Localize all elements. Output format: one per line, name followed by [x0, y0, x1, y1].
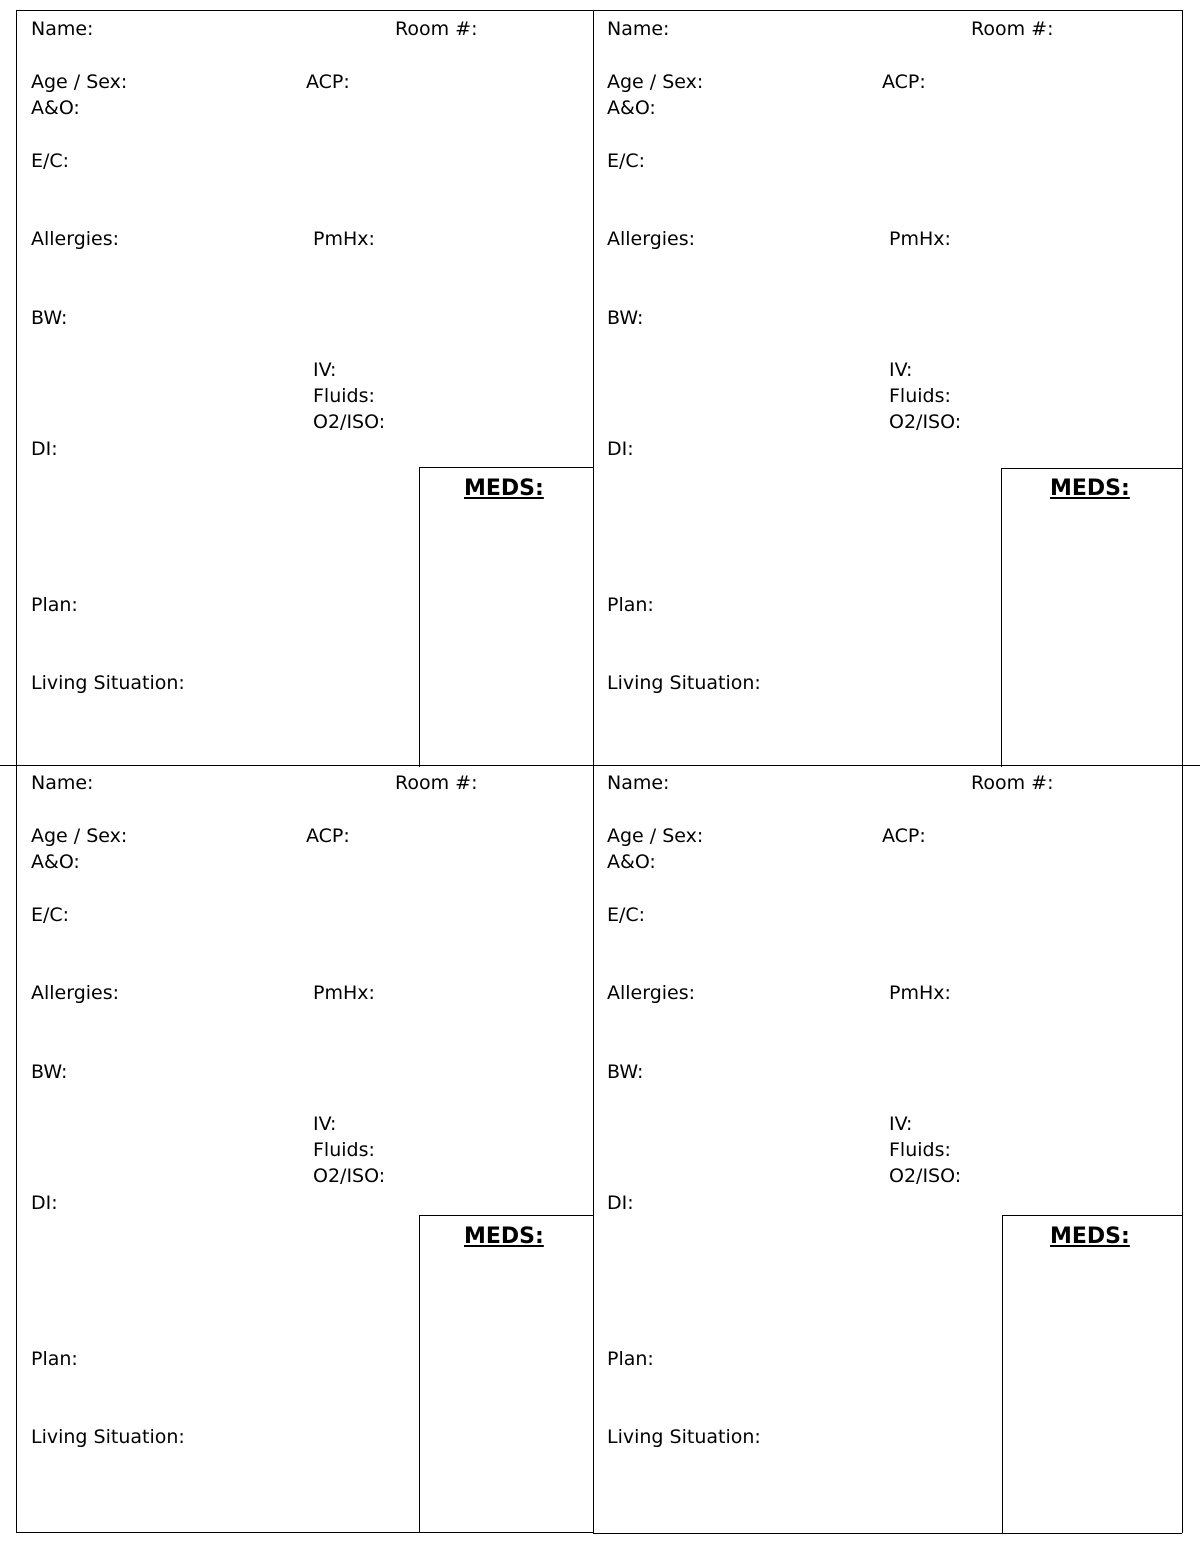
room-label: Room #: [971, 18, 1054, 40]
ec-label: E/C: [31, 904, 70, 926]
age-sex-label: Age / Sex: [607, 71, 704, 93]
allergies-label: Allergies: [607, 228, 696, 250]
patient-card-2 [594, 11, 1182, 766]
patient-card-3 [17, 766, 593, 1532]
bw-label: BW: [607, 307, 644, 329]
fluids-label: Fluids: [889, 385, 951, 407]
fluids-label: Fluids: [313, 385, 375, 407]
meds-box [419, 1215, 594, 1533]
o2iso-label: O2/ISO: [889, 411, 962, 433]
plan-label: Plan: [607, 594, 654, 616]
iv-label: IV: [313, 1113, 337, 1135]
ec-label: E/C: [607, 150, 646, 172]
living-situation-label: Living Situation: [607, 672, 761, 694]
living-situation-label: Living Situation: [607, 1426, 761, 1448]
di-label: DI: [607, 1192, 634, 1214]
allergies-label: Allergies: [31, 228, 120, 250]
allergies-label: Allergies: [31, 982, 120, 1004]
patient-card-4 [594, 766, 1182, 1533]
room-label: Room #: [971, 772, 1054, 794]
age-sex-label: Age / Sex: [607, 825, 704, 847]
di-label: DI: [31, 1192, 58, 1214]
ec-label: E/C: [31, 150, 70, 172]
meds-box [1002, 1215, 1183, 1534]
ao-label: A&O: [607, 97, 656, 119]
pmhx-label: PmHx: [889, 228, 951, 250]
ao-label: A&O: [31, 97, 80, 119]
plan-label: Plan: [31, 1348, 78, 1370]
ao-label: A&O: [607, 851, 656, 873]
meds-box [419, 467, 594, 767]
o2iso-label: O2/ISO: [313, 1165, 386, 1187]
di-label: DI: [31, 438, 58, 460]
meds-title: MEDS: [1050, 1224, 1130, 1249]
name-label: Name: [31, 18, 94, 40]
age-sex-label: Age / Sex: [31, 825, 128, 847]
di-label: DI: [607, 438, 634, 460]
iv-label: IV: [889, 359, 913, 381]
living-situation-label: Living Situation: [31, 1426, 185, 1448]
acp-label: ACP: [882, 825, 926, 847]
fluids-label: Fluids: [889, 1139, 951, 1161]
age-sex-label: Age / Sex: [31, 71, 128, 93]
o2iso-label: O2/ISO: [889, 1165, 962, 1187]
ao-label: A&O: [31, 851, 80, 873]
allergies-label: Allergies: [607, 982, 696, 1004]
pmhx-label: PmHx: [313, 228, 375, 250]
meds-title: MEDS: [464, 1224, 544, 1249]
bw-label: BW: [607, 1061, 644, 1083]
iv-label: IV: [889, 1113, 913, 1135]
name-label: Name: [31, 772, 94, 794]
acp-label: ACP: [882, 71, 926, 93]
fluids-label: Fluids: [313, 1139, 375, 1161]
pmhx-label: PmHx: [313, 982, 375, 1004]
plan-label: Plan: [607, 1348, 654, 1370]
name-label: Name: [607, 18, 670, 40]
acp-label: ACP: [306, 825, 350, 847]
room-label: Room #: [395, 772, 478, 794]
patient-card-1 [17, 11, 593, 766]
living-situation-label: Living Situation: [31, 672, 185, 694]
room-label: Room #: [395, 18, 478, 40]
plan-label: Plan: [31, 594, 78, 616]
name-label: Name: [607, 772, 670, 794]
meds-title: MEDS: [1050, 476, 1130, 501]
meds-box [1001, 468, 1183, 767]
pmhx-label: PmHx: [889, 982, 951, 1004]
iv-label: IV: [313, 359, 337, 381]
o2iso-label: O2/ISO: [313, 411, 386, 433]
ec-label: E/C: [607, 904, 646, 926]
bw-label: BW: [31, 307, 68, 329]
acp-label: ACP: [306, 71, 350, 93]
bw-label: BW: [31, 1061, 68, 1083]
meds-title: MEDS: [464, 476, 544, 501]
